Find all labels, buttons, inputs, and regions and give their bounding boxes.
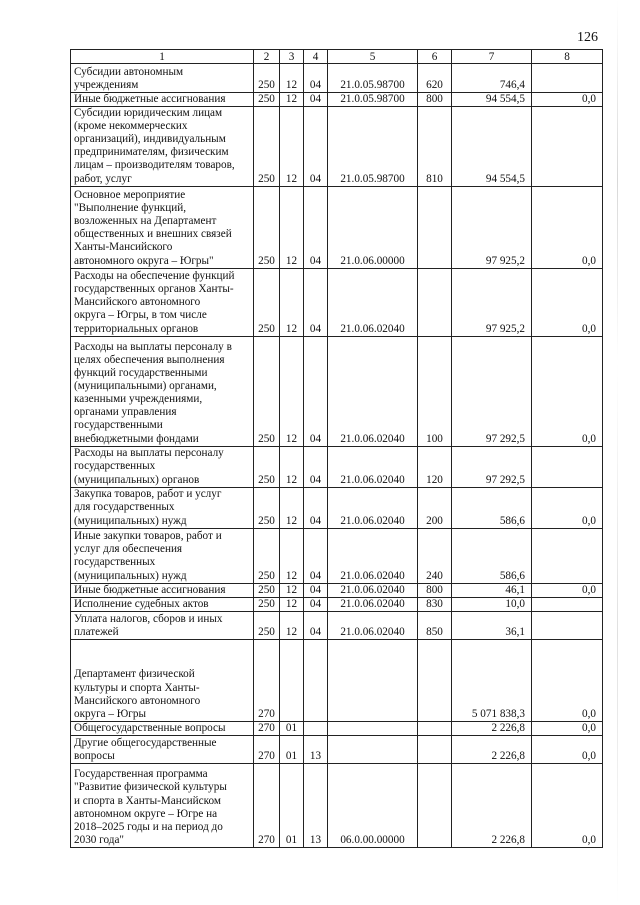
budget-table [70, 49, 603, 848]
subsection-cell [304, 639, 328, 721]
header-row [71, 50, 603, 64]
header-cell-6: 6 [418, 50, 452, 64]
section-cell: 01 [280, 721, 304, 735]
subsection-cell: 04 [304, 487, 328, 528]
subsection-cell: 04 [304, 64, 328, 93]
expense-type-cell: 800 [418, 93, 452, 107]
subsection-cell: 13 [304, 763, 328, 847]
page-number: 126 [577, 30, 598, 45]
amount-cell: 94 554,5 [452, 93, 532, 107]
amount-extra-cell [532, 597, 603, 611]
expense-type-cell [418, 721, 452, 735]
amount-cell: 2 226,8 [452, 735, 532, 763]
target-article-cell [328, 735, 418, 763]
table-row [71, 735, 603, 763]
target-article-cell: 21.0.06.02040 [328, 268, 418, 336]
header-cell-8: 8 [532, 50, 603, 64]
section-cell: 01 [280, 763, 304, 847]
table-row [71, 528, 603, 583]
amount-cell: 97 925,2 [452, 186, 532, 268]
row-name-cell: Расходы на обеспечение функций государственных органов Ханты- Мансийского автономного округа – Югры, в том числе территориальных органов [71, 268, 254, 336]
table-row [71, 639, 603, 721]
row-name-cell: Расходы на выплаты персоналу в целях обеспечения выполнения функций государственными (муниципальными) органами, казенными учреждениями, органами управления государственными внебюджетными фондами [71, 336, 254, 446]
row-name-cell: Уплата налогов, сборов и иных платежей [71, 611, 254, 639]
code-cell: 250 [254, 611, 280, 639]
row-name-cell: Департамент физической культуры и спорта Ханты- Мансийского автономного округа – Югры [71, 639, 254, 721]
section-cell: 12 [280, 186, 304, 268]
target-article-cell: 21.0.06.02040 [328, 487, 418, 528]
header-cell-4: 4 [304, 50, 328, 64]
table-row [71, 336, 603, 446]
amount-extra-cell [532, 611, 603, 639]
amount-cell: 97 292,5 [452, 336, 532, 446]
table-row [71, 597, 603, 611]
subsection-cell: 04 [304, 186, 328, 268]
section-cell: 12 [280, 611, 304, 639]
target-article-cell: 21.0.06.02040 [328, 597, 418, 611]
expense-type-cell: 240 [418, 528, 452, 583]
section-cell: 12 [280, 64, 304, 93]
subsection-cell: 04 [304, 268, 328, 336]
amount-cell: 746,4 [452, 64, 532, 93]
expense-type-cell: 620 [418, 64, 452, 93]
target-article-cell: 21.0.06.02040 [328, 336, 418, 446]
header-cell-1: 1 [71, 50, 254, 64]
section-cell: 12 [280, 528, 304, 583]
amount-cell: 10,0 [452, 597, 532, 611]
amount-cell: 36,1 [452, 611, 532, 639]
scan-edge [617, 0, 618, 905]
code-cell: 270 [254, 639, 280, 721]
amount-extra-cell: 0,0 [532, 639, 603, 721]
expense-type-cell: 800 [418, 583, 452, 597]
subsection-cell: 04 [304, 611, 328, 639]
row-name-cell: Исполнение судебных актов [71, 597, 254, 611]
table-row [71, 487, 603, 528]
subsection-cell: 04 [304, 583, 328, 597]
amount-extra-cell: 0,0 [532, 763, 603, 847]
amount-cell: 586,6 [452, 528, 532, 583]
expense-type-cell: 120 [418, 446, 452, 487]
table-row [71, 763, 603, 847]
expense-type-cell [418, 735, 452, 763]
code-cell: 250 [254, 93, 280, 107]
code-cell: 270 [254, 721, 280, 735]
table-row [71, 268, 603, 336]
code-cell: 250 [254, 107, 280, 187]
row-name-cell: Другие общегосударственные вопросы [71, 735, 254, 763]
code-cell: 250 [254, 487, 280, 528]
target-article-cell: 21.0.05.98700 [328, 93, 418, 107]
row-name-cell: Расходы на выплаты персоналу государственных (муниципальных) органов [71, 446, 254, 487]
section-cell: 01 [280, 735, 304, 763]
subsection-cell: 04 [304, 528, 328, 583]
section-cell: 12 [280, 107, 304, 187]
target-article-cell [328, 721, 418, 735]
target-article-cell: 21.0.06.00000 [328, 186, 418, 268]
header-cell-2: 2 [254, 50, 280, 64]
section-cell: 12 [280, 487, 304, 528]
expense-type-cell: 850 [418, 611, 452, 639]
section-cell [280, 639, 304, 721]
subsection-cell [304, 721, 328, 735]
expense-type-cell [418, 186, 452, 268]
target-article-cell: 21.0.05.98700 [328, 107, 418, 187]
expense-type-cell [418, 639, 452, 721]
amount-extra-cell: 0,0 [532, 268, 603, 336]
row-name-cell: Общегосударственные вопросы [71, 721, 254, 735]
code-cell: 250 [254, 446, 280, 487]
code-cell: 250 [254, 336, 280, 446]
subsection-cell: 04 [304, 336, 328, 446]
row-name-cell: Субсидии юридическим лицам (кроме некоммерческих организаций), индивидуальным предпринимателям, физическим лицам – производителям товаров, работ, услуг [71, 107, 254, 187]
amount-extra-cell: 0,0 [532, 721, 603, 735]
section-cell: 12 [280, 583, 304, 597]
amount-cell: 586,6 [452, 487, 532, 528]
row-name-cell: Иные бюджетные ассигнования [71, 93, 254, 107]
section-cell: 12 [280, 336, 304, 446]
target-article-cell: 21.0.06.02040 [328, 528, 418, 583]
amount-cell: 94 554,5 [452, 107, 532, 187]
amount-cell: 5 071 838,3 [452, 639, 532, 721]
expense-type-cell: 830 [418, 597, 452, 611]
amount-extra-cell: 0,0 [532, 583, 603, 597]
target-article-cell: 21.0.06.02040 [328, 446, 418, 487]
amount-extra-cell [532, 64, 603, 93]
table-row [71, 107, 603, 187]
table-row [71, 583, 603, 597]
row-name-cell: Иные закупки товаров, работ и услуг для обеспечения государственных (муниципальных) нужд [71, 528, 254, 583]
header-cell-7: 7 [452, 50, 532, 64]
amount-cell: 2 226,8 [452, 721, 532, 735]
section-cell: 12 [280, 597, 304, 611]
code-cell: 270 [254, 735, 280, 763]
amount-extra-cell: 0,0 [532, 735, 603, 763]
subsection-cell: 04 [304, 107, 328, 187]
amount-extra-cell [532, 446, 603, 487]
row-name-cell: Государственная программа "Развитие физической культуры и спорта в Ханты-Мансийском автономном округе – Югре на 2018–2025 годы и на период до 2030 года" [71, 763, 254, 847]
subsection-cell: 04 [304, 446, 328, 487]
amount-extra-cell [532, 107, 603, 187]
amount-cell: 97 925,2 [452, 268, 532, 336]
code-cell: 250 [254, 528, 280, 583]
subsection-cell: 04 [304, 597, 328, 611]
amount-extra-cell: 0,0 [532, 487, 603, 528]
table-row [71, 721, 603, 735]
target-article-cell: 06.0.00.00000 [328, 763, 418, 847]
code-cell: 250 [254, 583, 280, 597]
amount-extra-cell: 0,0 [532, 336, 603, 446]
header-cell-5: 5 [328, 50, 418, 64]
header-cell-3: 3 [280, 50, 304, 64]
code-cell: 250 [254, 268, 280, 336]
code-cell: 250 [254, 186, 280, 268]
amount-extra-cell [532, 528, 603, 583]
expense-type-cell: 200 [418, 487, 452, 528]
code-cell: 270 [254, 763, 280, 847]
target-article-cell [328, 639, 418, 721]
subsection-cell: 04 [304, 93, 328, 107]
row-name-cell: Иные бюджетные ассигнования [71, 583, 254, 597]
table-row [71, 611, 603, 639]
row-name-cell: Основное мероприятие "Выполнение функций, возложенных на Департамент общественных и внешних связей Ханты-Мансийского автономного округа – Югры" [71, 186, 254, 268]
amount-cell: 2 226,8 [452, 763, 532, 847]
code-cell: 250 [254, 64, 280, 93]
section-cell: 12 [280, 446, 304, 487]
amount-extra-cell: 0,0 [532, 93, 603, 107]
target-article-cell: 21.0.06.02040 [328, 611, 418, 639]
row-name-cell: Закупка товаров, работ и услуг для государственных (муниципальных) нужд [71, 487, 254, 528]
target-article-cell: 21.0.06.02040 [328, 583, 418, 597]
target-article-cell: 21.0.05.98700 [328, 64, 418, 93]
expense-type-cell [418, 763, 452, 847]
table-row [71, 93, 603, 107]
expense-type-cell [418, 268, 452, 336]
expense-type-cell: 100 [418, 336, 452, 446]
row-name-cell: Субсидии автономным учреждениям [71, 64, 254, 93]
amount-extra-cell: 0,0 [532, 186, 603, 268]
code-cell: 250 [254, 597, 280, 611]
subsection-cell: 13 [304, 735, 328, 763]
section-cell: 12 [280, 268, 304, 336]
expense-type-cell: 810 [418, 107, 452, 187]
section-cell: 12 [280, 93, 304, 107]
table-row [71, 446, 603, 487]
amount-cell: 46,1 [452, 583, 532, 597]
amount-cell: 97 292,5 [452, 446, 532, 487]
table-row [71, 64, 603, 93]
table-row [71, 186, 603, 268]
